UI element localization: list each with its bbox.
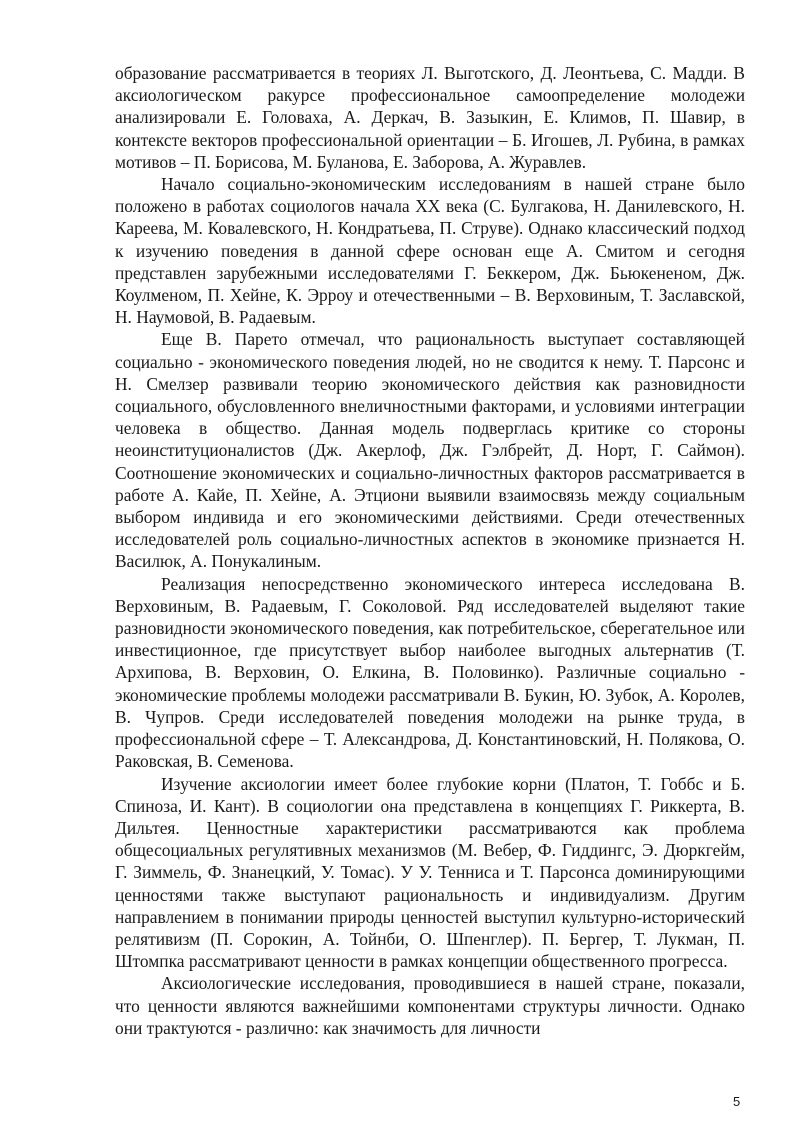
paragraph-4: Реализация непосредственно экономического интереса исследована В. Верховиным, В. Радаевым, Г. Соколовой. Ряд исследователей выделяют такие разновидности экономического поведения, как потребительское, сберегательное или инвестиционное, где присутствует выбор наиболее выгодных альтернатив (Т. Архипова, В. Верховин, О. Елкина, В. Половинко). Различные социально - экономические проблемы молодежи рассматривали В. Букин, Ю. Зубок, А. Королев, В. Чупров. Среди исследователей поведения молодежи на рынке труда, в профессиональной сфере – Т. Александрова, Д. Константиновский, Н. Полякова, О. Раковская, В. Семенова.	[115, 573, 745, 772]
paragraph-2: Начало социально-экономическим исследованиям в нашей стране было положено в работах социологов начала XX века (С. Булгакова, Н. Данилевского, Н. Кареева, М. Ковалевского, Н. Кондратьева, П. Струве). Однако классический подход к изучению поведения в данной сфере основан еще А. Смитом и сегодня представлен зарубежными исследователями Г. Беккером, Дж. Бьюкененом, Дж. Коулменом, П. Хейне, К. Эрроу и отечественными – В. Верховиным, Т. Заславской, Н. Наумовой, В. Радаевым.	[115, 174, 745, 328]
paragraph-5: Изучение аксиологии имеет более глубокие корни (Платон, Т. Гоббс и Б. Спиноза, И. Кант). В социологии она представлена в концепциях Г. Риккерта, В. Дильтея. Ценностные характеристики рассматриваются как проблема общесоциальных регулятивных механизмов (М. Вебер, Ф. Гиддингс, Э. Дюркгейм, Г. Зиммель, Ф. Знанецкий, У. Томас). У У. Тенниса и Т. Парсонса доминирующими ценностями также выступают рациональность и индивидуализм. Другим направлением в понимании природы ценностей выступил культурно-исторический релятивизм (П. Сорокин, А. Тойнби, О. Шпенглер). П. Бергер, Т. Лукман, П. Штомпка рассматривают ценности в рамках концепции общественного прогресса.	[115, 773, 745, 972]
page-number: 5	[733, 1094, 741, 1109]
paragraph-6: Аксиологические исследования, проводившиеся в нашей стране, показали, что ценности являются важнейшими компонентами структуры личности. Однако они трактуются - различно: как значимость для личности	[115, 973, 745, 1038]
paragraph-3: Еще В. Парето отмечал, что рациональность выступает составляющей социально - экономического поведения людей, но не сводится к нему. Т. Парсонс и Н. Смелзер развивали теорию экономического действия как разновидности социального, обусловленного внеличностными факторами, и условиями интеграции человека в общество. Данная модель подверглась критике со стороны неоинституционалистов (Дж. Акерлоф, Дж. Гэлбрейт, Д. Норт, Г. Саймон). Соотношение экономических и социально-личностных факторов рассматривается в работе А. Кайе, П. Хейне, А. Этциони выявили взаимосвязь между социальным выбором индивида и его экономическими действиями. Среди отечественных исследователей роль социально-личностных аспектов в экономике признается Н. Василюк, А. Понукалиным.	[115, 329, 745, 572]
paragraph-1: образование рассматривается в теориях Л. Выготского, Д. Леонтьева, С. Мадди. В аксиологическом ракурсе профессиональное самоопределение молодежи анализировали Е. Головаха, А. Деркач, В. Зазыкин, Е. Климов, П. Шавир, в контексте векторов профессиональной ориентации – Б. Игошев, Л. Рубина, в рамках мотивов – П. Борисова, М. Буланова, Е. Заборова, А. Журавлев.	[115, 63, 745, 172]
body-text	[115, 62, 745, 1039]
